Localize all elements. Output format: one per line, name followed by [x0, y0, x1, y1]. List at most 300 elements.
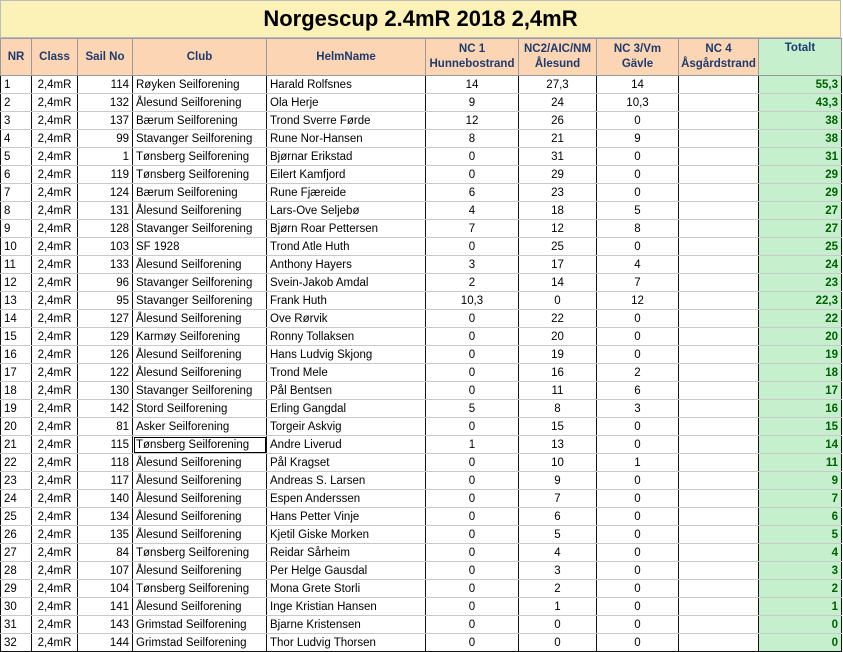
- cell-nc4[interactable]: [679, 328, 759, 346]
- cell-nr[interactable]: 31: [1, 616, 32, 634]
- cell-nc2[interactable]: 23: [519, 184, 597, 202]
- cell-helm-name[interactable]: Ola Herje: [267, 94, 426, 112]
- cell-helm-name[interactable]: Svein-Jakob Amdal: [267, 274, 426, 292]
- cell-nc2[interactable]: 9: [519, 472, 597, 490]
- cell-club[interactable]: Ålesund Seilforening: [133, 364, 267, 382]
- cell-helm-name[interactable]: Thor Ludvig Thorsen: [267, 634, 426, 652]
- cell-nc4[interactable]: [679, 580, 759, 598]
- cell-nc2[interactable]: 13: [519, 436, 597, 454]
- cell-club[interactable]: Tønsberg Seilforening: [133, 544, 267, 562]
- cell-class[interactable]: 2,4mR: [32, 598, 78, 616]
- cell-helm-name[interactable]: Harald Rolfsnes: [267, 76, 426, 94]
- cell-class[interactable]: 2,4mR: [32, 130, 78, 148]
- cell-nc4[interactable]: [679, 436, 759, 454]
- cell-total[interactable]: 38: [759, 112, 842, 130]
- cell-sail-no[interactable]: 117: [78, 472, 133, 490]
- cell-club[interactable]: Stavanger Seilforening: [133, 220, 267, 238]
- cell-sail-no[interactable]: 130: [78, 382, 133, 400]
- cell-total[interactable]: 14: [759, 436, 842, 454]
- cell-class[interactable]: 2,4mR: [32, 580, 78, 598]
- cell-sail-no[interactable]: 124: [78, 184, 133, 202]
- cell-nr[interactable]: 18: [1, 382, 32, 400]
- cell-total[interactable]: 18: [759, 364, 842, 382]
- cell-nc4[interactable]: [679, 562, 759, 580]
- cell-nc3[interactable]: 0: [597, 544, 679, 562]
- cell-sail-no[interactable]: 143: [78, 616, 133, 634]
- cell-club[interactable]: Ålesund Seilforening: [133, 490, 267, 508]
- cell-nc1[interactable]: 0: [426, 598, 519, 616]
- cell-helm-name[interactable]: Espen Anderssen: [267, 490, 426, 508]
- cell-total[interactable]: 7: [759, 490, 842, 508]
- cell-class[interactable]: 2,4mR: [32, 364, 78, 382]
- cell-nc4[interactable]: [679, 202, 759, 220]
- cell-nc3[interactable]: 1: [597, 454, 679, 472]
- cell-class[interactable]: 2,4mR: [32, 202, 78, 220]
- cell-nc3[interactable]: 0: [597, 580, 679, 598]
- cell-total[interactable]: 27: [759, 220, 842, 238]
- cell-club[interactable]: Karmøy Seilforening: [133, 328, 267, 346]
- cell-sail-no[interactable]: 96: [78, 274, 133, 292]
- cell-total[interactable]: 5: [759, 526, 842, 544]
- cell-nc3[interactable]: 9: [597, 130, 679, 148]
- cell-nc1[interactable]: 0: [426, 562, 519, 580]
- cell-total[interactable]: 29: [759, 166, 842, 184]
- cell-nc3[interactable]: 0: [597, 166, 679, 184]
- cell-nr[interactable]: 26: [1, 526, 32, 544]
- cell-club[interactable]: Tønsberg Seilforening: [133, 580, 267, 598]
- cell-nc3[interactable]: 10,3: [597, 94, 679, 112]
- cell-nc1[interactable]: 1: [426, 436, 519, 454]
- cell-total[interactable]: 19: [759, 346, 842, 364]
- cell-nc2[interactable]: 0: [519, 616, 597, 634]
- cell-total[interactable]: 25: [759, 238, 842, 256]
- cell-nc1[interactable]: 0: [426, 382, 519, 400]
- cell-sail-no[interactable]: 104: [78, 580, 133, 598]
- cell-club[interactable]: Bærum Seilforening: [133, 112, 267, 130]
- cell-class[interactable]: 2,4mR: [32, 148, 78, 166]
- cell-helm-name[interactable]: Lars-Ove Seljebø: [267, 202, 426, 220]
- cell-sail-no[interactable]: 115: [78, 436, 133, 454]
- cell-nr[interactable]: 15: [1, 328, 32, 346]
- cell-club[interactable]: Ålesund Seilforening: [133, 598, 267, 616]
- cell-nr[interactable]: 28: [1, 562, 32, 580]
- cell-nc4[interactable]: [679, 382, 759, 400]
- cell-nc2[interactable]: 10: [519, 454, 597, 472]
- cell-class[interactable]: 2,4mR: [32, 472, 78, 490]
- cell-helm-name[interactable]: Trond Mele: [267, 364, 426, 382]
- cell-nc1[interactable]: 12: [426, 112, 519, 130]
- cell-nc1[interactable]: 0: [426, 472, 519, 490]
- cell-club[interactable]: Grimstad Seilforening: [133, 634, 267, 652]
- cell-nc4[interactable]: [679, 454, 759, 472]
- cell-nc2[interactable]: 8: [519, 400, 597, 418]
- cell-club[interactable]: Ålesund Seilforening: [133, 346, 267, 364]
- cell-nr[interactable]: 13: [1, 292, 32, 310]
- cell-sail-no[interactable]: 1: [78, 148, 133, 166]
- cell-nr[interactable]: 19: [1, 400, 32, 418]
- sheet-title[interactable]: Norgescup 2.4mR 2018 2,4mR: [0, 0, 841, 38]
- cell-club[interactable]: Ålesund Seilforening: [133, 472, 267, 490]
- cell-nc1[interactable]: 0: [426, 148, 519, 166]
- cell-total[interactable]: 22,3: [759, 292, 842, 310]
- cell-helm-name[interactable]: Mona Grete Storli: [267, 580, 426, 598]
- cell-nc3[interactable]: 8: [597, 220, 679, 238]
- cell-nc3[interactable]: 0: [597, 346, 679, 364]
- cell-class[interactable]: 2,4mR: [32, 436, 78, 454]
- cell-sail-no[interactable]: 135: [78, 526, 133, 544]
- cell-class[interactable]: 2,4mR: [32, 256, 78, 274]
- cell-nc3[interactable]: 6: [597, 382, 679, 400]
- cell-class[interactable]: 2,4mR: [32, 328, 78, 346]
- cell-class[interactable]: 2,4mR: [32, 526, 78, 544]
- cell-nc2[interactable]: 21: [519, 130, 597, 148]
- cell-nr[interactable]: 8: [1, 202, 32, 220]
- cell-nc1[interactable]: 0: [426, 526, 519, 544]
- cell-club[interactable]: Asker Seilforening: [133, 418, 267, 436]
- cell-class[interactable]: 2,4mR: [32, 544, 78, 562]
- cell-class[interactable]: 2,4mR: [32, 274, 78, 292]
- cell-club[interactable]: Ålesund Seilforening: [133, 94, 267, 112]
- cell-helm-name[interactable]: Andre Liverud: [267, 436, 426, 454]
- cell-total[interactable]: 29: [759, 184, 842, 202]
- cell-nc2[interactable]: 31: [519, 148, 597, 166]
- cell-club[interactable]: Ålesund Seilforening: [133, 526, 267, 544]
- header-club[interactable]: Club: [133, 39, 267, 76]
- cell-helm-name[interactable]: Pål Bentsen: [267, 382, 426, 400]
- cell-class[interactable]: 2,4mR: [32, 616, 78, 634]
- cell-nr[interactable]: 29: [1, 580, 32, 598]
- cell-nc1[interactable]: 0: [426, 364, 519, 382]
- cell-nc2[interactable]: 19: [519, 346, 597, 364]
- cell-nc1[interactable]: 0: [426, 238, 519, 256]
- cell-nc1[interactable]: 2: [426, 274, 519, 292]
- cell-nc4[interactable]: [679, 220, 759, 238]
- cell-nc3[interactable]: 2: [597, 364, 679, 382]
- cell-club[interactable]: Ålesund Seilforening: [133, 508, 267, 526]
- cell-nc3[interactable]: 0: [597, 436, 679, 454]
- cell-class[interactable]: 2,4mR: [32, 112, 78, 130]
- cell-nc4[interactable]: [679, 472, 759, 490]
- cell-helm-name[interactable]: Inge Kristian Hansen: [267, 598, 426, 616]
- cell-total[interactable]: 31: [759, 148, 842, 166]
- header-nc4[interactable]: [679, 39, 759, 76]
- cell-nc4[interactable]: [679, 130, 759, 148]
- cell-nr[interactable]: 11: [1, 256, 32, 274]
- cell-club[interactable]: Ålesund Seilforening: [133, 310, 267, 328]
- cell-sail-no[interactable]: 118: [78, 454, 133, 472]
- cell-sail-no[interactable]: 134: [78, 508, 133, 526]
- cell-nc1[interactable]: 0: [426, 166, 519, 184]
- cell-class[interactable]: 2,4mR: [32, 292, 78, 310]
- cell-nc3[interactable]: 3: [597, 400, 679, 418]
- cell-total[interactable]: 20: [759, 328, 842, 346]
- cell-nr[interactable]: 24: [1, 490, 32, 508]
- cell-total[interactable]: 55,3: [759, 76, 842, 94]
- cell-nc4[interactable]: [679, 76, 759, 94]
- cell-club[interactable]: Tønsberg Seilforening: [133, 166, 267, 184]
- cell-nc2[interactable]: 2: [519, 580, 597, 598]
- cell-sail-no[interactable]: 133: [78, 256, 133, 274]
- cell-helm-name[interactable]: Frank Huth: [267, 292, 426, 310]
- cell-nr[interactable]: 27: [1, 544, 32, 562]
- cell-sail-no[interactable]: 107: [78, 562, 133, 580]
- cell-class[interactable]: 2,4mR: [32, 94, 78, 112]
- cell-nc2[interactable]: 24: [519, 94, 597, 112]
- cell-nc1[interactable]: 0: [426, 580, 519, 598]
- cell-nr[interactable]: 30: [1, 598, 32, 616]
- header-nc2[interactable]: [519, 39, 597, 76]
- cell-club[interactable]: Ålesund Seilforening: [133, 256, 267, 274]
- cell-club[interactable]: Bærum Seilforening: [133, 184, 267, 202]
- cell-nr[interactable]: 6: [1, 166, 32, 184]
- cell-nc4[interactable]: [679, 238, 759, 256]
- cell-sail-no[interactable]: 127: [78, 310, 133, 328]
- cell-nc2[interactable]: 4: [519, 544, 597, 562]
- cell-class[interactable]: 2,4mR: [32, 220, 78, 238]
- cell-helm-name[interactable]: Kjetil Giske Morken: [267, 526, 426, 544]
- cell-club[interactable]: Stavanger Seilforening: [133, 274, 267, 292]
- cell-helm-name[interactable]: Hans Ludvig Skjong: [267, 346, 426, 364]
- cell-nc1[interactable]: 14: [426, 76, 519, 94]
- cell-nc2[interactable]: 26: [519, 112, 597, 130]
- cell-nc3[interactable]: 4: [597, 256, 679, 274]
- cell-nc3[interactable]: 0: [597, 598, 679, 616]
- cell-total[interactable]: 23: [759, 274, 842, 292]
- cell-nr[interactable]: 20: [1, 418, 32, 436]
- cell-sail-no[interactable]: 81: [78, 418, 133, 436]
- cell-nc2[interactable]: 29: [519, 166, 597, 184]
- cell-nr[interactable]: 10: [1, 238, 32, 256]
- cell-nr[interactable]: 5: [1, 148, 32, 166]
- cell-nc1[interactable]: 0: [426, 346, 519, 364]
- cell-nc2[interactable]: 11: [519, 382, 597, 400]
- header-class[interactable]: Class: [32, 39, 78, 76]
- cell-nc2[interactable]: 6: [519, 508, 597, 526]
- cell-total[interactable]: 3: [759, 562, 842, 580]
- cell-nc4[interactable]: [679, 508, 759, 526]
- cell-nc2[interactable]: 0: [519, 292, 597, 310]
- cell-total[interactable]: 2: [759, 580, 842, 598]
- cell-nc4[interactable]: [679, 166, 759, 184]
- cell-nc1[interactable]: 4: [426, 202, 519, 220]
- cell-class[interactable]: 2,4mR: [32, 508, 78, 526]
- cell-nc3[interactable]: 0: [597, 562, 679, 580]
- cell-nc2[interactable]: 5: [519, 526, 597, 544]
- cell-class[interactable]: 2,4mR: [32, 346, 78, 364]
- cell-nc3[interactable]: 0: [597, 328, 679, 346]
- cell-nr[interactable]: 17: [1, 364, 32, 382]
- cell-nc1[interactable]: 5: [426, 400, 519, 418]
- cell-club[interactable]: Tønsberg Seilforening: [133, 436, 267, 454]
- cell-total[interactable]: 38: [759, 130, 842, 148]
- cell-club[interactable]: Ålesund Seilforening: [133, 454, 267, 472]
- cell-nc2[interactable]: 0: [519, 634, 597, 652]
- cell-sail-no[interactable]: 137: [78, 112, 133, 130]
- cell-nc1[interactable]: 0: [426, 328, 519, 346]
- cell-helm-name[interactable]: Trond Sverre Førde: [267, 112, 426, 130]
- cell-total[interactable]: 6: [759, 508, 842, 526]
- cell-helm-name[interactable]: Erling Gangdal: [267, 400, 426, 418]
- cell-nr[interactable]: 4: [1, 130, 32, 148]
- cell-class[interactable]: 2,4mR: [32, 166, 78, 184]
- cell-nc1[interactable]: 9: [426, 94, 519, 112]
- cell-club[interactable]: Stavanger Seilforening: [133, 130, 267, 148]
- cell-total[interactable]: 4: [759, 544, 842, 562]
- cell-class[interactable]: 2,4mR: [32, 400, 78, 418]
- cell-nc2[interactable]: 14: [519, 274, 597, 292]
- cell-nr[interactable]: 2: [1, 94, 32, 112]
- cell-class[interactable]: 2,4mR: [32, 634, 78, 652]
- cell-nc2[interactable]: 20: [519, 328, 597, 346]
- cell-nc1[interactable]: 10,3: [426, 292, 519, 310]
- cell-sail-no[interactable]: 131: [78, 202, 133, 220]
- cell-sail-no[interactable]: 122: [78, 364, 133, 382]
- cell-nc4[interactable]: [679, 598, 759, 616]
- cell-nc1[interactable]: 0: [426, 616, 519, 634]
- cell-nr[interactable]: 22: [1, 454, 32, 472]
- cell-nr[interactable]: 14: [1, 310, 32, 328]
- cell-total[interactable]: 0: [759, 634, 842, 652]
- cell-class[interactable]: 2,4mR: [32, 418, 78, 436]
- cell-nc3[interactable]: 0: [597, 238, 679, 256]
- cell-total[interactable]: 0: [759, 616, 842, 634]
- cell-nc4[interactable]: [679, 274, 759, 292]
- cell-nc2[interactable]: 18: [519, 202, 597, 220]
- cell-sail-no[interactable]: 129: [78, 328, 133, 346]
- cell-nc4[interactable]: [679, 256, 759, 274]
- cell-club[interactable]: Grimstad Seilforening: [133, 616, 267, 634]
- cell-total[interactable]: 17: [759, 382, 842, 400]
- header-helm-name[interactable]: HelmName: [267, 39, 426, 76]
- cell-nr[interactable]: 25: [1, 508, 32, 526]
- cell-sail-no[interactable]: 95: [78, 292, 133, 310]
- header-sail-no[interactable]: Sail No: [78, 39, 133, 76]
- cell-nc1[interactable]: 3: [426, 256, 519, 274]
- cell-class[interactable]: 2,4mR: [32, 76, 78, 94]
- cell-helm-name[interactable]: Torgeir Askvig: [267, 418, 426, 436]
- cell-total[interactable]: 15: [759, 418, 842, 436]
- cell-nc4[interactable]: [679, 544, 759, 562]
- cell-nc1[interactable]: 0: [426, 310, 519, 328]
- cell-class[interactable]: 2,4mR: [32, 454, 78, 472]
- cell-helm-name[interactable]: Pål Kragset: [267, 454, 426, 472]
- cell-nc2[interactable]: 7: [519, 490, 597, 508]
- cell-helm-name[interactable]: Bjarne Kristensen: [267, 616, 426, 634]
- cell-helm-name[interactable]: Anthony Hayers: [267, 256, 426, 274]
- cell-sail-no[interactable]: 99: [78, 130, 133, 148]
- cell-nc3[interactable]: 0: [597, 634, 679, 652]
- cell-sail-no[interactable]: 142: [78, 400, 133, 418]
- cell-nr[interactable]: 23: [1, 472, 32, 490]
- cell-nr[interactable]: 1: [1, 76, 32, 94]
- cell-nc1[interactable]: 0: [426, 490, 519, 508]
- cell-helm-name[interactable]: Bjørnar Erikstad: [267, 148, 426, 166]
- cell-nc2[interactable]: 12: [519, 220, 597, 238]
- cell-club[interactable]: Stavanger Seilforening: [133, 382, 267, 400]
- cell-total[interactable]: 43,3: [759, 94, 842, 112]
- cell-nc1[interactable]: 0: [426, 508, 519, 526]
- cell-nc3[interactable]: 0: [597, 616, 679, 634]
- cell-nc3[interactable]: 0: [597, 472, 679, 490]
- cell-helm-name[interactable]: Eilert Kamfjord: [267, 166, 426, 184]
- cell-club[interactable]: Stord Seilforening: [133, 400, 267, 418]
- header-total[interactable]: Totalt: [759, 39, 842, 76]
- cell-nc4[interactable]: [679, 94, 759, 112]
- cell-total[interactable]: 9: [759, 472, 842, 490]
- cell-nc3[interactable]: 0: [597, 112, 679, 130]
- cell-nc1[interactable]: 6: [426, 184, 519, 202]
- cell-club[interactable]: Røyken Seilforening: [133, 76, 267, 94]
- cell-nc3[interactable]: 0: [597, 526, 679, 544]
- cell-total[interactable]: 27: [759, 202, 842, 220]
- cell-sail-no[interactable]: 126: [78, 346, 133, 364]
- cell-nc3[interactable]: 7: [597, 274, 679, 292]
- cell-helm-name[interactable]: Trond Atle Huth: [267, 238, 426, 256]
- cell-helm-name[interactable]: Ronny Tollaksen: [267, 328, 426, 346]
- cell-club[interactable]: SF 1928: [133, 238, 267, 256]
- cell-nc2[interactable]: 22: [519, 310, 597, 328]
- cell-nc3[interactable]: 14: [597, 76, 679, 94]
- cell-sail-no[interactable]: 141: [78, 598, 133, 616]
- cell-club[interactable]: Stavanger Seilforening: [133, 292, 267, 310]
- cell-nc4[interactable]: [679, 346, 759, 364]
- cell-nc4[interactable]: [679, 364, 759, 382]
- cell-nr[interactable]: 32: [1, 634, 32, 652]
- cell-total[interactable]: 16: [759, 400, 842, 418]
- cell-class[interactable]: 2,4mR: [32, 184, 78, 202]
- cell-class[interactable]: 2,4mR: [32, 238, 78, 256]
- cell-helm-name[interactable]: Rune Nor-Hansen: [267, 130, 426, 148]
- cell-nc3[interactable]: 0: [597, 418, 679, 436]
- cell-nc1[interactable]: 0: [426, 418, 519, 436]
- cell-class[interactable]: 2,4mR: [32, 382, 78, 400]
- cell-total[interactable]: 24: [759, 256, 842, 274]
- cell-sail-no[interactable]: 119: [78, 166, 133, 184]
- cell-helm-name[interactable]: Rune Fjæreide: [267, 184, 426, 202]
- cell-nc2[interactable]: 16: [519, 364, 597, 382]
- cell-nc2[interactable]: 3: [519, 562, 597, 580]
- cell-sail-no[interactable]: 140: [78, 490, 133, 508]
- cell-helm-name[interactable]: Per Helge Gausdal: [267, 562, 426, 580]
- cell-nc1[interactable]: 7: [426, 220, 519, 238]
- cell-class[interactable]: 2,4mR: [32, 310, 78, 328]
- cell-helm-name[interactable]: Ove Rørvik: [267, 310, 426, 328]
- cell-club[interactable]: Ålesund Seilforening: [133, 562, 267, 580]
- cell-nc4[interactable]: [679, 112, 759, 130]
- cell-nc3[interactable]: 0: [597, 508, 679, 526]
- cell-sail-no[interactable]: 103: [78, 238, 133, 256]
- cell-nc2[interactable]: 15: [519, 418, 597, 436]
- cell-sail-no[interactable]: 114: [78, 76, 133, 94]
- cell-class[interactable]: 2,4mR: [32, 490, 78, 508]
- cell-nc3[interactable]: 0: [597, 490, 679, 508]
- cell-total[interactable]: 1: [759, 598, 842, 616]
- cell-helm-name[interactable]: Hans Petter Vinje: [267, 508, 426, 526]
- cell-helm-name[interactable]: Bjørn Roar Pettersen: [267, 220, 426, 238]
- cell-nc3[interactable]: 5: [597, 202, 679, 220]
- cell-nr[interactable]: 16: [1, 346, 32, 364]
- cell-helm-name[interactable]: Reidar Sårheim: [267, 544, 426, 562]
- cell-nc1[interactable]: 0: [426, 454, 519, 472]
- cell-nc4[interactable]: [679, 310, 759, 328]
- cell-nc1[interactable]: 0: [426, 634, 519, 652]
- cell-nc2[interactable]: 27,3: [519, 76, 597, 94]
- cell-nc4[interactable]: [679, 634, 759, 652]
- header-nc3[interactable]: [597, 39, 679, 76]
- cell-nc3[interactable]: 12: [597, 292, 679, 310]
- cell-nc4[interactable]: [679, 400, 759, 418]
- cell-nc3[interactable]: 0: [597, 310, 679, 328]
